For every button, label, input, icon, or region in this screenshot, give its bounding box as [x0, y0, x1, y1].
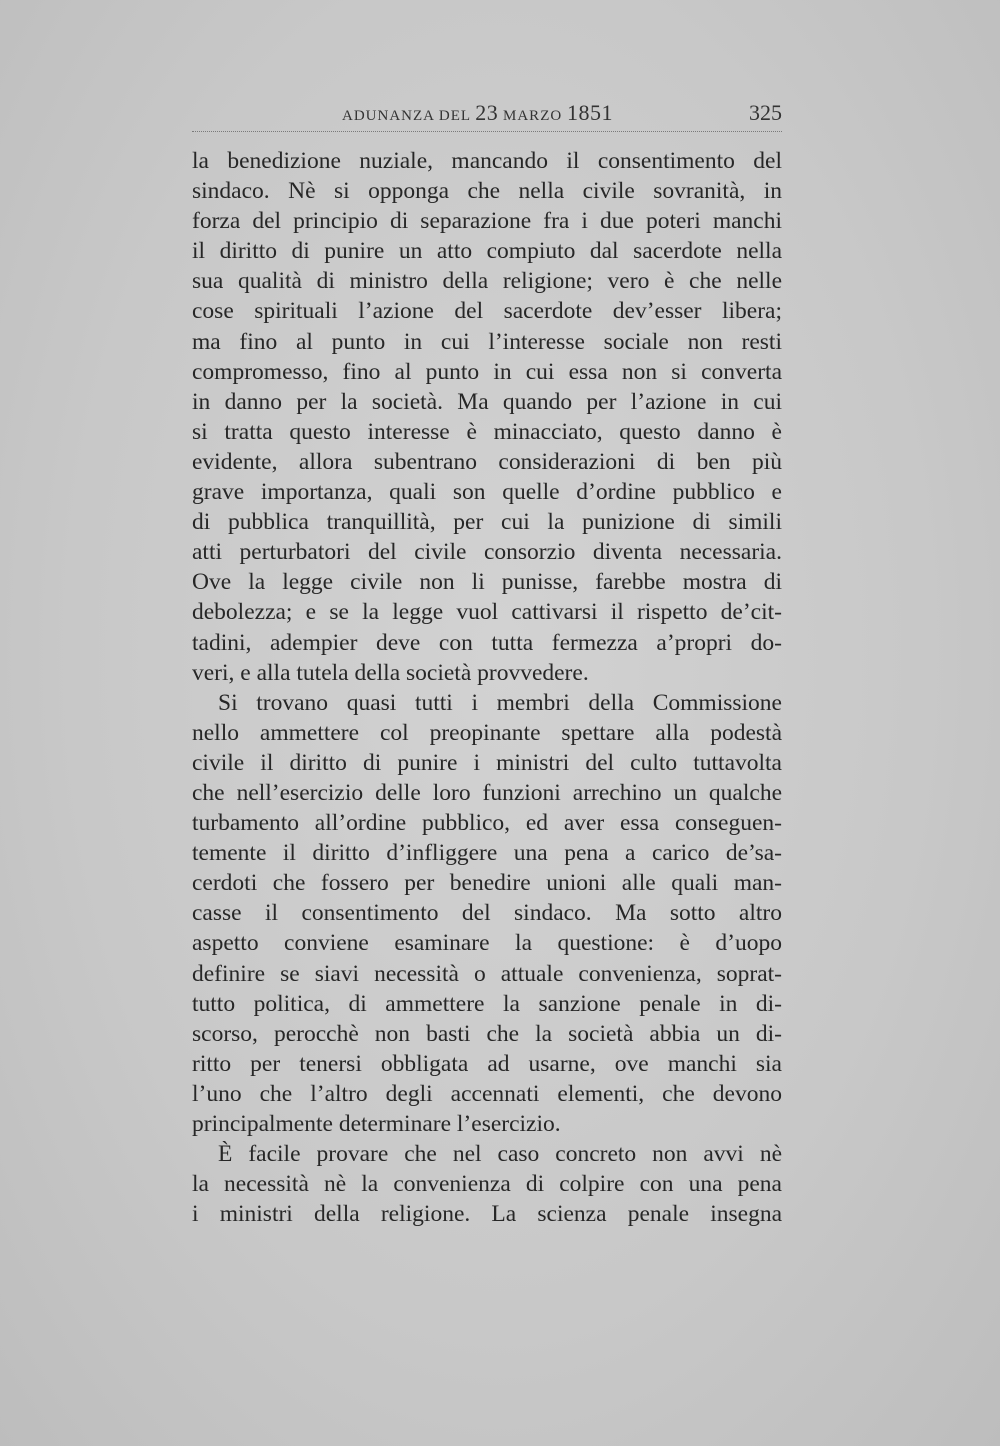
- running-head-title: [342, 100, 613, 126]
- running-head-prefix: ADUNANZA DEL: [342, 108, 476, 124]
- text-line: temente il diritto d’infliggere una pena a carico de’sa-: [192, 840, 782, 867]
- text-line: tutto politica, di ammettere la sanzione penale in di-: [192, 990, 782, 1017]
- text-line: sua qualità di ministro della religione; vero è che nelle: [192, 268, 782, 295]
- page-number: 325: [749, 100, 782, 125]
- text-line: cose spirituali l’azione del sacerdote dev’esser libera;: [192, 298, 782, 325]
- text-line: che nell’esercizio delle loro funzioni arrechino un qualche: [192, 779, 782, 806]
- text-line: turbamento all’ordine pubblico, ed aver essa conseguen-: [192, 810, 782, 837]
- text-line: casse il consentimento del sindaco. Ma sotto altro: [192, 900, 782, 927]
- text-line: ritto per tenersi obbligata ad usarne, ove manchi sia: [192, 1050, 782, 1077]
- text-line: nello ammettere col preopinante spettare alla podestà: [192, 719, 782, 746]
- text-line: cerdoti che fossero per benedire unioni alle quali man-: [192, 870, 782, 897]
- text-line: sindaco. Nè si opponga che nella civile sovranità, in: [192, 178, 782, 205]
- text-line: compromesso, fino al punto in cui essa non si converta: [192, 358, 782, 385]
- text-line: la necessità nè la convenienza di colpire con una pena: [192, 1171, 782, 1198]
- text-line: di pubblica tranquillità, per cui la punizione di simili: [192, 509, 782, 536]
- header-rule: [192, 131, 782, 132]
- text-line: ma fino al punto in cui l’interesse sociale non resti: [192, 328, 782, 355]
- text-line: si tratta questo interesse è minacciato, questo danno è: [192, 418, 782, 445]
- text-line: scorso, perocchè non basti che la società abbia un di-: [192, 1020, 782, 1047]
- text-line: definire se siavi necessità o attuale convenienza, soprat-: [192, 960, 782, 987]
- text-line: in danno per la società. Ma quando per l’azione in cui: [192, 388, 782, 415]
- text-line: principalmente determinare l’esercizio.: [192, 1111, 561, 1137]
- body-text: [192, 146, 782, 1229]
- text-line: È facile provare che nel caso concreto non avvi nè: [218, 1141, 782, 1168]
- text-line: Si trovano quasi tutti i membri della Commissione: [218, 689, 782, 716]
- text-line: grave importanza, quali son quelle d’ordine pubblico e: [192, 479, 782, 506]
- text-line: evidente, allora subentrano considerazioni di ben più: [192, 448, 782, 475]
- text-line: Ove la legge civile non li punisse, farebbe mostra di: [192, 569, 782, 596]
- text-line: forza del principio di separazione fra i due poteri manchi: [192, 208, 782, 235]
- running-head: [192, 100, 782, 132]
- text-line: veri, e alla tutela della società provvedere.: [192, 659, 589, 686]
- text-line: tadini, adempier deve con tutta fermezza a’propri do-: [192, 629, 782, 656]
- text-line: il diritto di punire un atto compiuto dal sacerdote nella: [192, 238, 782, 265]
- text-line: la benedizione nuziale, mancando il consentimento del: [192, 148, 782, 174]
- text-line: atti perturbatori del civile consorzio diventa necessaria.: [192, 539, 782, 566]
- running-head-year: 1851: [566, 100, 613, 125]
- text-line: aspetto conviene esaminare la questione: è d’uopo: [192, 930, 782, 957]
- running-head-month: MARZO: [498, 108, 567, 124]
- text-line: l’uno che l’altro degli accennati elementi, che devono: [192, 1080, 782, 1107]
- running-head-day: 23: [475, 100, 499, 125]
- text-line: debolezza; e se la legge vuol cattivarsi il rispetto de’cit-: [192, 599, 782, 626]
- text-line: civile il diritto di punire i ministri del culto tuttavolta: [192, 749, 782, 776]
- text-line: i ministri della religione. La scienza penale insegna: [192, 1201, 782, 1228]
